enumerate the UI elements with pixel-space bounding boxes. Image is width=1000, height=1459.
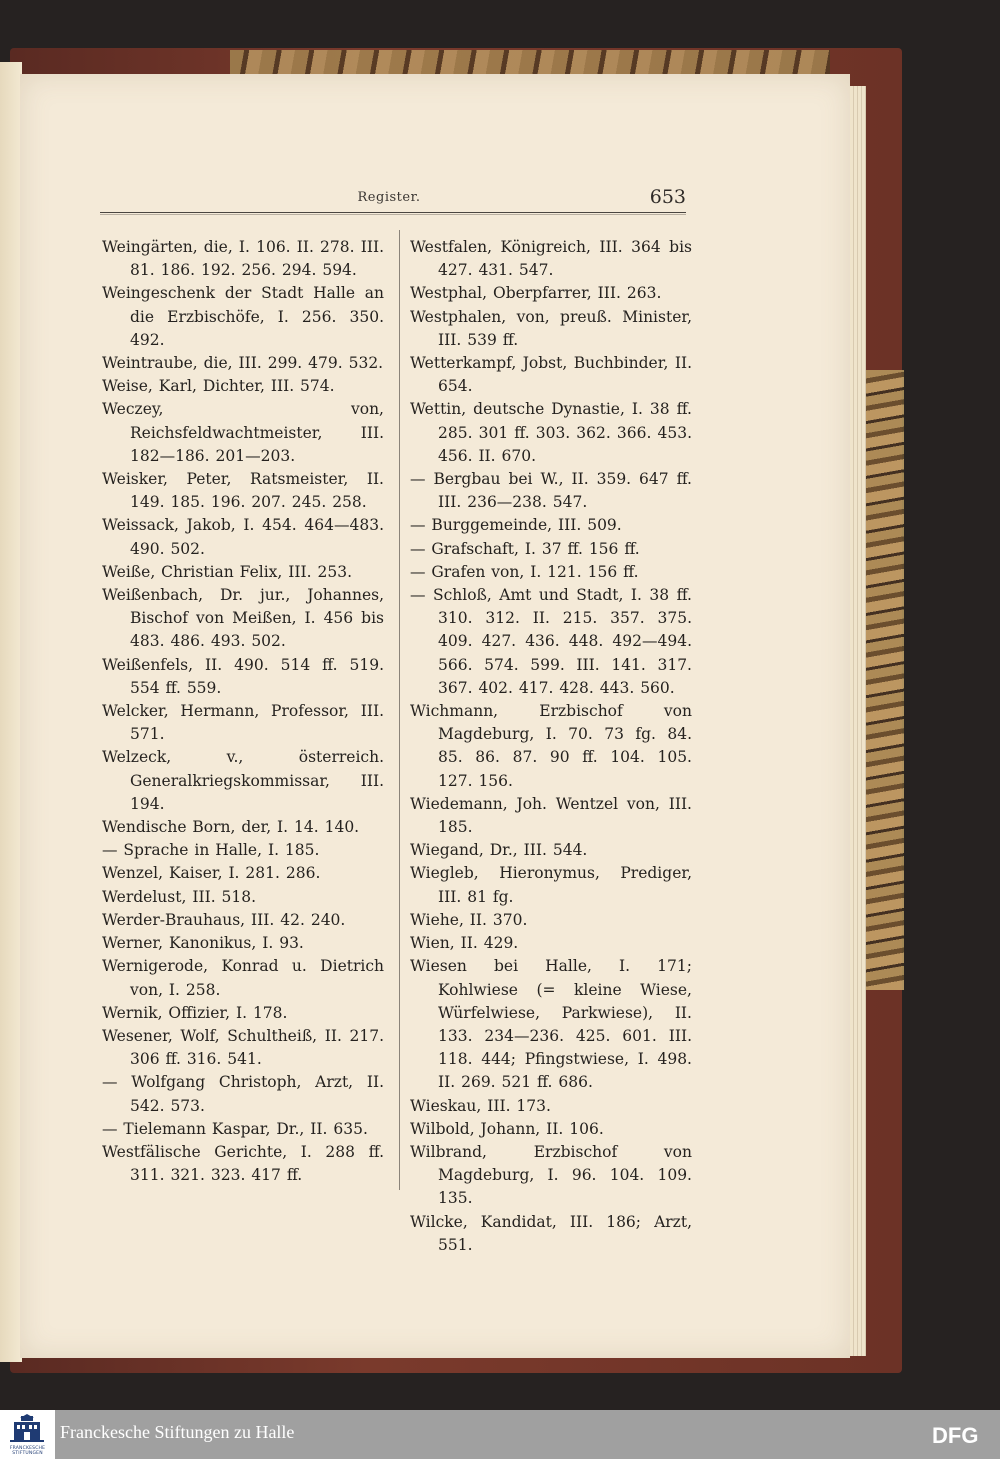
index-entry: Werder-Brauhaus, III. 42. 240.: [102, 910, 346, 929]
index-entry: Weißenbach, Dr. jur., Johannes, Bischof von Meißen, I. 456 bis 483. 486. 493. 502.: [102, 586, 384, 651]
marbled-endpaper-edge: [862, 370, 904, 990]
index-entry: Wilcke, Kandidat, III. 186; Arzt, 551.: [410, 1212, 692, 1254]
marbled-endpaper-top: [230, 50, 830, 76]
index-entry: Wieskau, III. 173.: [410, 1096, 551, 1115]
index-entry: Weise, Karl, Dichter, III. 574.: [102, 377, 335, 396]
index-entry: Werdelust, III. 518.: [102, 887, 257, 906]
index-entry: Weissack, Jakob, I. 454. 464—483. 490. 502.: [102, 516, 384, 558]
index-column-left: [102, 236, 384, 1187]
index-entry: Wernik, Offizier, I. 178.: [102, 1003, 288, 1022]
index-entry: Weintraube, die, III. 299. 479. 532.: [102, 354, 384, 373]
index-entry: Wiedemann, Joh. Wentzel von, III. 185.: [410, 794, 692, 837]
index-entry: — Burggemeinde, III. 509.: [410, 516, 622, 535]
header-rule-shadow: [100, 214, 686, 215]
index-entry: Wenzel, Kaiser, I. 281. 286.: [102, 864, 321, 883]
dfg-logo-text: DFG: [932, 1423, 979, 1448]
index-entry: — Wolfgang Christoph, Arzt, II. 542. 573.: [102, 1073, 384, 1115]
index-entry: Wernigerode, Konrad u. Dietrich von, I. 258.: [102, 957, 384, 999]
index-entry: Werner, Kanonikus, I. 93.: [102, 934, 304, 953]
index-entry: Wendische Born, der, I. 14. 140.: [102, 818, 360, 837]
index-entry: Westfälische Gerichte, I. 288 ff. 311. 321. 323. 417 ff.: [102, 1142, 384, 1185]
index-entry: — Schloß, Amt und Stadt, I. 38 ff. 310. 312. II. 215. 357. 375. 409. 427. 436. 448. 492—494. 566. 574. 599. III. 141. 317. 367. 402. 417. 428. 443. 560.: [410, 586, 692, 697]
column-divider: [399, 230, 400, 1190]
institution-name: Franckesche Stiftungen zu Halle: [60, 1422, 295, 1442]
index-entry: Wiesen bei Halle, I. 171; Kohlwiese (= kleine Wiese, Würfelwiese, Parkwiese), II. 133. 234—236. 425. 601. III. 118. 444; Pfingstwiese, I. 498. II. 269. 521 ff. 686.: [410, 957, 692, 1092]
index-entry: Wilbold, Johann, II. 106.: [410, 1119, 604, 1138]
index-entry: — Grafen von, I. 121. 156 ff.: [410, 562, 639, 581]
index-entry: Westphal, Oberpfarrer, III. 263.: [410, 284, 662, 303]
index-entry: — Bergbau bei W., II. 359. 647 ff. III. 236—238. 547.: [410, 470, 692, 512]
index-entry: — Grafschaft, I. 37 ff. 156 ff.: [410, 539, 640, 558]
page-number: 653: [649, 186, 686, 208]
index-entry: Welzeck, v., österreich. Generalkriegskommissar, III. 194.: [102, 748, 384, 813]
index-entry: Wilbrand, Erzbischof von Magdeburg, I. 96. 104. 109. 135.: [410, 1142, 692, 1208]
index-column-right: [410, 236, 692, 1257]
dfg-logo-icon[interactable]: [930, 1422, 992, 1448]
header-rule: [100, 212, 686, 213]
index-entry: Weingeschenk der Stadt Halle an die Erzbischöfe, I. 256. 350. 492.: [102, 284, 384, 349]
running-title: Register.: [357, 190, 421, 205]
index-entry: Weingärten, die, I. 106. II. 278. III. 81. 186. 192. 256. 294. 594.: [102, 238, 384, 280]
index-entry: Weiße, Christian Felix, III. 253.: [102, 562, 353, 581]
index-entry: — Tielemann Kaspar, Dr., II. 635.: [102, 1119, 368, 1138]
index-entry: Welcker, Hermann, Professor, III. 571.: [102, 702, 384, 744]
logo-caption: FRANCKESCHE STIFTUNGEN: [9, 1446, 46, 1456]
index-entry: Wiehe, II. 370.: [410, 910, 528, 929]
index-entry: Wiegand, Dr., III. 544.: [410, 841, 588, 860]
institution-logo[interactable]: [0, 1410, 55, 1459]
index-entry: Wien, II. 429.: [410, 934, 519, 953]
index-entry: Westphalen, von, preuß. Minister, III. 539 ff.: [410, 307, 692, 349]
index-entry: Wichmann, Erzbischof von Magdeburg, I. 70. 73 fg. 84. 85. 86. 87. 90 ff. 104. 105. 127. 156.: [410, 702, 692, 790]
footer-bar: [0, 1410, 1000, 1459]
index-entry: Wettin, deutsche Dynastie, I. 38 ff. 285. 301 ff. 303. 362. 366. 453. 456. II. 670.: [410, 400, 692, 465]
index-entry: Weißenfels, II. 490. 514 ff. 519. 554 ff. 559.: [102, 655, 384, 697]
index-entry: Wesener, Wolf, Schultheiß, II. 217. 306 ff. 316. 541.: [102, 1026, 384, 1069]
index-entry: Weczey, von, Reichsfeldwachtmeister, III. 182—186. 201—203.: [102, 400, 384, 465]
index-entry: Wiegleb, Hieronymus, Prediger, III. 81 fg.: [410, 864, 692, 906]
index-entry: Wetterkampf, Jobst, Buchbinder, II. 654.: [410, 354, 692, 396]
left-page-edge: [0, 62, 22, 1362]
index-entry: Westfalen, Königreich, III. 364 bis 427. 431. 547.: [410, 238, 692, 280]
index-entry: — Sprache in Halle, I. 185.: [102, 841, 320, 860]
index-entry: Weisker, Peter, Ratsmeister, II. 149. 185. 196. 207. 245. 258.: [102, 470, 384, 512]
franckesche-stiftungen-logo-icon: [8, 1414, 46, 1444]
